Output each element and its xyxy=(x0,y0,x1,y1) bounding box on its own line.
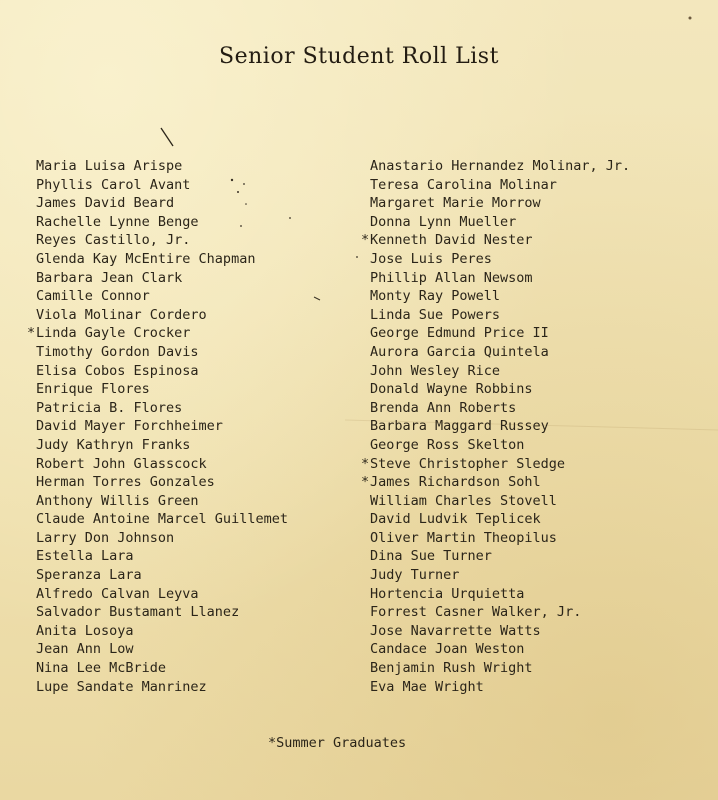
student-list-left xyxy=(27,157,288,696)
student-name xyxy=(361,455,630,474)
student-name-text: Aurora Garcia Quintela xyxy=(370,343,549,360)
summer-graduate-marker: * xyxy=(361,232,370,249)
student-name-text: Steve Christopher Sledge xyxy=(370,455,566,472)
student-name-text: Estella Lara xyxy=(36,548,134,565)
student-name xyxy=(36,659,288,678)
student-name xyxy=(36,436,288,455)
student-name xyxy=(370,306,630,325)
student-name xyxy=(370,640,630,659)
student-name xyxy=(36,287,288,306)
student-name xyxy=(370,213,630,232)
student-name xyxy=(36,492,288,511)
student-name xyxy=(36,250,288,269)
student-name xyxy=(36,510,288,529)
student-name-text: Candace Joan Weston xyxy=(370,641,525,658)
student-name xyxy=(370,510,630,529)
student-name xyxy=(36,622,288,641)
summer-graduate-marker: * xyxy=(361,455,370,472)
student-name-text: Brenda Ann Roberts xyxy=(370,399,517,416)
student-name-text: Linda Sue Powers xyxy=(370,306,501,323)
student-name xyxy=(36,306,288,325)
summer-graduates-footnote: *Summer Graduates xyxy=(268,735,407,751)
student-name-text: Glenda Kay McEntire Chapman xyxy=(36,250,256,267)
student-name xyxy=(36,380,288,399)
student-name-text: Donald Wayne Robbins xyxy=(370,381,533,398)
student-name xyxy=(36,547,288,566)
student-name xyxy=(370,269,630,288)
student-name xyxy=(36,417,288,436)
student-name xyxy=(370,157,630,176)
student-name-text: Anthony Willis Green xyxy=(36,492,199,509)
student-name xyxy=(370,622,630,641)
student-name-text: Maria Luisa Arispe xyxy=(36,158,183,174)
student-name xyxy=(370,585,630,604)
student-name-text: Barbara Maggard Russey xyxy=(370,418,549,435)
student-name-text: Phillip Allan Newsom xyxy=(370,269,533,286)
student-name xyxy=(36,678,288,697)
student-name-text: Speranza Lara xyxy=(36,567,142,584)
student-name xyxy=(370,678,630,697)
student-name xyxy=(36,566,288,585)
student-name xyxy=(370,250,630,269)
student-name xyxy=(370,287,630,306)
student-name-text: Linda Gayle Crocker xyxy=(36,325,191,342)
student-name xyxy=(370,380,630,399)
student-name-text: Viola Molinar Cordero xyxy=(36,306,207,323)
student-name-text: George Ross Skelton xyxy=(370,436,525,453)
student-name-text: Herman Torres Gonzales xyxy=(36,474,215,491)
student-name-text: Jean Ann Low xyxy=(36,641,134,658)
student-name-text: Rachelle Lynne Benge xyxy=(36,213,199,230)
student-name-text: Alfredo Calvan Leyva xyxy=(36,585,199,602)
student-name xyxy=(36,399,288,418)
student-name xyxy=(36,603,288,622)
student-name-text: William Charles Stovell xyxy=(370,492,557,509)
student-name xyxy=(370,659,630,678)
student-name xyxy=(361,231,630,250)
student-name-text: Judy Turner xyxy=(370,567,460,584)
student-name xyxy=(370,436,630,455)
student-name-text: David Ludvik Teplicek xyxy=(370,511,541,528)
student-name-text: Reyes Castillo, Jr. xyxy=(36,232,191,249)
student-name-text: Anita Losoya xyxy=(36,622,134,639)
summer-graduate-marker: * xyxy=(27,325,36,342)
student-name xyxy=(370,529,630,548)
student-name xyxy=(36,269,288,288)
student-name xyxy=(36,231,288,250)
student-name xyxy=(370,417,630,436)
student-name xyxy=(370,399,630,418)
student-name-text: Timothy Gordon Davis xyxy=(36,343,199,360)
student-name xyxy=(27,324,288,343)
student-name xyxy=(370,176,630,195)
student-name-text: Jose Luis Peres xyxy=(370,250,492,267)
student-name-text: Eva Mae Wright xyxy=(370,678,484,695)
student-name xyxy=(361,473,630,492)
student-name-text: Anastario Hernandez Molinar, Jr. xyxy=(370,158,631,174)
student-name xyxy=(370,194,630,213)
student-name xyxy=(36,455,288,474)
student-name-text: James David Beard xyxy=(36,195,175,212)
student-name xyxy=(36,362,288,381)
student-name-text: Hortencia Urquietta xyxy=(370,585,525,602)
document-title: Senior Student Roll List xyxy=(219,44,499,69)
student-name-text: Nina Lee McBride xyxy=(36,660,167,677)
student-name-text: Judy Kathryn Franks xyxy=(36,436,191,453)
student-name-text: Enrique Flores xyxy=(36,381,150,398)
student-name-text: George Edmund Price II xyxy=(370,325,549,342)
student-name xyxy=(36,194,288,213)
student-name xyxy=(36,343,288,362)
student-name xyxy=(36,585,288,604)
student-list-right xyxy=(361,157,631,696)
student-name xyxy=(36,157,288,176)
student-name-text: Robert John Glasscock xyxy=(36,455,207,472)
student-name xyxy=(370,566,630,585)
student-name-text: James Richardson Sohl xyxy=(370,474,541,491)
student-name xyxy=(370,362,630,381)
student-name-text: Jose Navarrette Watts xyxy=(370,622,541,639)
summer-graduate-marker: * xyxy=(361,474,370,491)
student-name xyxy=(36,529,288,548)
student-name-text: Claude Antoine Marcel Guillemet xyxy=(36,511,288,528)
student-name-text: Elisa Cobos Espinosa xyxy=(36,362,199,379)
student-name xyxy=(36,213,288,232)
student-name-text: Donna Lynn Mueller xyxy=(370,213,517,230)
student-name-text: Benjamin Rush Wright xyxy=(370,660,533,677)
student-name-text: Salvador Bustamant Llanez xyxy=(36,604,240,621)
student-name-text: Forrest Casner Walker, Jr. xyxy=(370,604,582,621)
student-name xyxy=(36,473,288,492)
student-name xyxy=(370,343,630,362)
student-name-text: Oliver Martin Theopilus xyxy=(370,529,557,546)
student-name xyxy=(370,492,630,511)
student-name xyxy=(370,603,630,622)
student-name xyxy=(370,547,630,566)
student-name-text: Teresa Carolina Molinar xyxy=(370,176,557,193)
student-name-text: Kenneth David Nester xyxy=(370,232,533,249)
student-name-text: John Wesley Rice xyxy=(370,362,501,379)
student-name-text: Lupe Sandate Manrinez xyxy=(36,678,207,695)
student-name-text: David Mayer Forchheimer xyxy=(36,418,223,435)
student-name-text: Phyllis Carol Avant xyxy=(36,176,191,193)
student-name-text: Patricia B. Flores xyxy=(36,399,183,416)
student-name xyxy=(370,324,630,343)
student-name-text: Monty Ray Powell xyxy=(370,288,501,305)
student-name-text: Larry Don Johnson xyxy=(36,529,175,546)
student-name-text: Dina Sue Turner xyxy=(370,548,492,565)
student-name xyxy=(36,176,288,195)
student-name xyxy=(36,640,288,659)
student-name-text: Barbara Jean Clark xyxy=(36,269,183,286)
student-name-text: Margaret Marie Morrow xyxy=(370,195,541,212)
student-name-text: Camille Connor xyxy=(36,288,150,305)
